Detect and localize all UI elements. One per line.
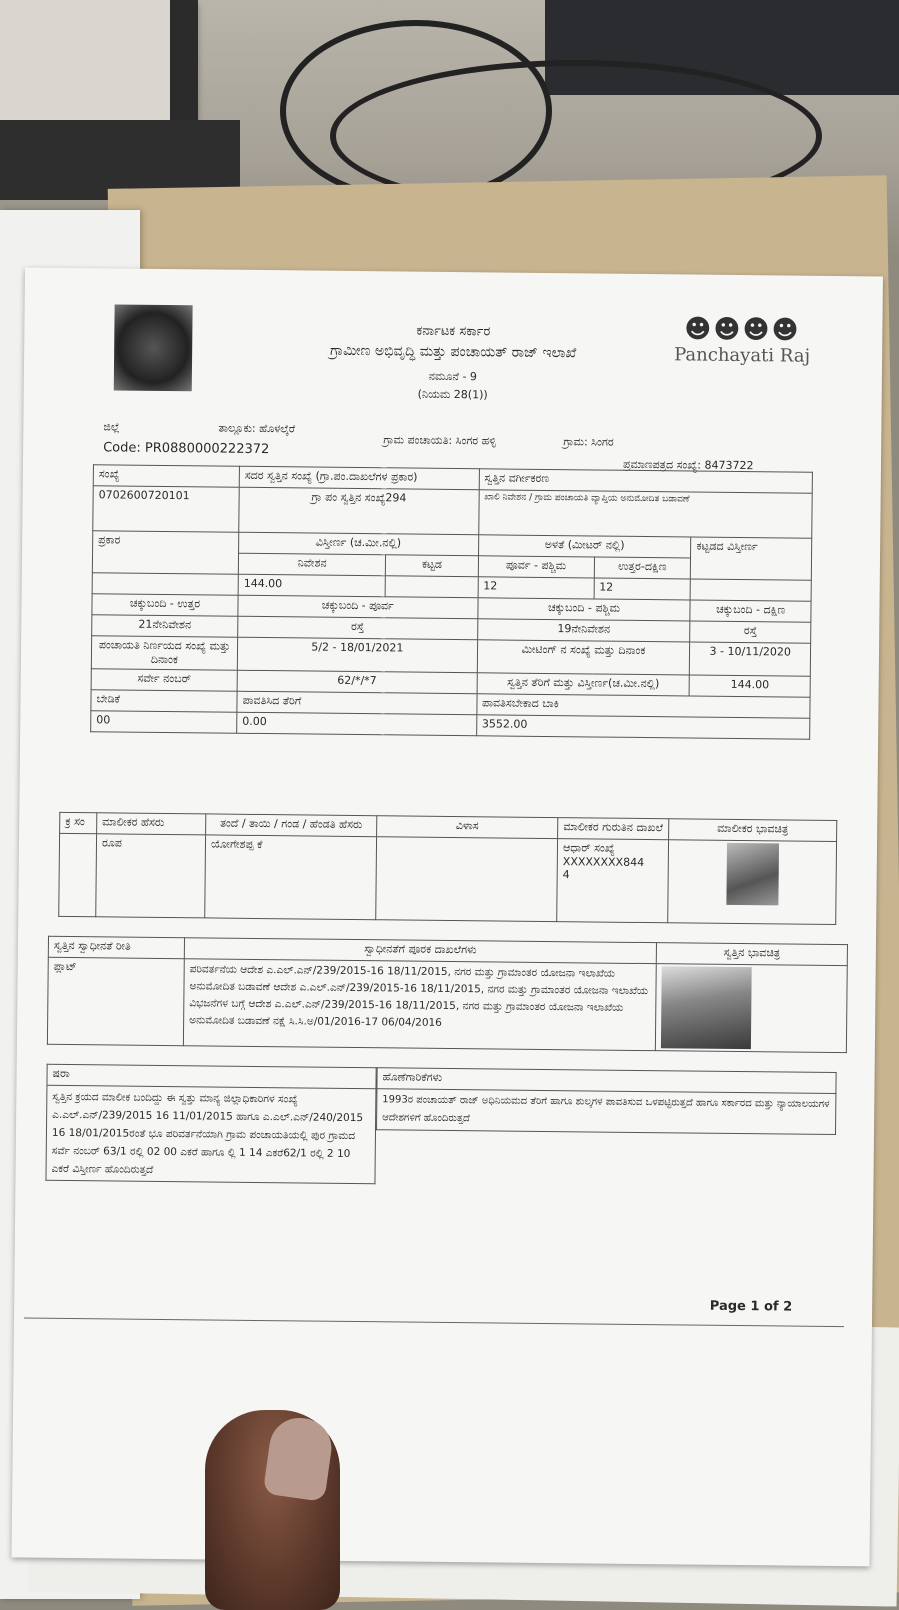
h-north: ಚಕ್ಕುಬಂದಿ - ಉತ್ತರ [92,594,238,617]
h-built: ಕಟ್ಟಡದ ವಿಸ್ತೀರ್ಣ [691,537,812,580]
h-mode: ಸ್ವತ್ತಿನ ಸ್ವಾಧೀನತೆ ರೀತಿ [48,936,184,958]
h-address: ವಿಳಾಸ [377,816,558,839]
h-bldg: ಕಟ್ಟಡ [386,555,478,577]
site-area: 144.00 [238,574,386,597]
h-prop: ಸದರ ಸ್ವತ್ತಿನ ಸಂಖ್ಯೆ (ಗ್ರಾ.ಪಂ.ದಾಖಲೆಗಳ ಪ್ರಕಾರ) [239,466,479,490]
people-icon: ☻☻☻☻ [684,314,801,346]
taluk: ತಾಲ್ಲೂಕು: ಹೊಳಲ್ಕೆರೆ [218,421,296,436]
meeting: 3 - 10/11/2020 [690,642,811,676]
certificate-number: ಪ್ರಮಾಣಪತ್ರದ ಸಂಖ್ಯೆ: 8473722 [622,457,754,473]
id-tail: 4 [562,868,570,882]
dept-title: ಗ್ರಾಮೀಣ ಅಭಿವೃದ್ಧಿ ಮತ್ತು ಪಂಚಾಯತ್ ರಾಜ್ ಇಲಾಖೆ [329,342,577,362]
form-number: ನಮೂನೆ - 9 [428,369,478,384]
liab: 1993ರ ಪಂಚಾಯತ್ ರಾಜ್ ಅಧಿನಿಯಮದ ತೆರಿಗೆ ಹಾಗೂ ಶುಲ್ಕಗಳ ಪಾವತಿಸುವ ಒಳಪಟ್ಟಿರುತ್ತದೆ ಹಾಗೂ ಸರ್ಕಾರದ ಮತ್ತು ನ್ಯಾಯಾಲಯಗಳ ಆದೇಶಗಳಿಗೆ ಹೊಂದಿರುತ್ತದೆ [377,1089,836,1135]
south: ರಸ್ತೆ [690,621,811,643]
resolution: 5/2 - 18/01/2021 [237,637,477,673]
h-ns: ಉತ್ತರ-ದಕ್ಷಿಣ [594,557,691,579]
logo-text: Panchayati Raj [674,344,811,367]
code: Code: PR0880000222372 [103,440,270,458]
prop-desc: ಖಾಲಿ ನಿವೇಶನ / ಗ್ರಾಮ ಪಂಚಾಯತಿ ವ್ಯಾಪ್ತಿಯ ಅನುಮೋದಿತ ಬಡಾವಣೆ [478,490,812,538]
west: 19ನೇನಿವೇಶನ [477,619,690,642]
h-owner: ಮಾಲೀಕರ ಹೆಸರು [97,813,206,835]
docs: ಪರಿವರ್ತನೆಯ ಆದೇಶ ಎ.ಎಲ್.ಎನ್/239/2015-16 18/11/2015, ನಗರ ಮತ್ತು ಗ್ರಾಮಾಂತರ ಯೋಜನಾ ಇಲಾಖೆಯ ಅನುಮೋದಿತ ಬಡಾವಣೆ ಆದೇಶ ಎ.ಎಲ್.ಎನ್/239/2015-16 18/11/2015, ನಗರ ಮತ್ತು ಗ್ರಾಮಾಂತರ ಯೋಜನಾ ಇಲಾಖೆಯ ವಿಭಜನೆಗಳ ಬಗ್ಗೆ ಆದೇಶ ಎ.ಎಲ್.ಎನ್/239/2015-16 18/11/2015, ನಗರ ಮತ್ತು ಗ್ರಾಮಾಂತರ ಯೋಜನಾ ಇಲಾಖೆಯ ಅನುಮೋದಿತ ಬಡಾವಣೆ ನಕ್ಷೆ ಸಿ.ಸಿ.ಅ/01/2016-17 06/04/2016 [183,959,656,1051]
north: 21ನೇನಿವೇಶನ [92,615,238,638]
h-note: ಷರಾ [47,1064,376,1088]
property-table [90,464,813,740]
h-due: ಪಾವತಿಸಬೇಕಾದ ಬಾಕಿ [476,694,810,718]
remarks-table [45,1064,376,1184]
govt-title: ಕರ್ನಾಟಕ ಸರ್ಕಾರ [416,323,491,340]
note: ಸ್ವತ್ತಿನ ಕ್ರಯದ ಮಾಲೀಕ ಬಂದಿದ್ದು ಈ ಸ್ವತ್ತು ಮಾನ್ಯ ಜಿಲ್ಲಾಧಿಕಾರಿಗಳ ಸಂಖ್ಯೆ ಎ.ಎಲ್.ಎನ್/239/2015 16 11/01/2015 ಹಾಗೂ ಎ.ಎಲ್.ಎನ್/240/2015 16 18/01/2015ರಂತೆ ಭೂ ಪರಿವರ್ತನೆಯಾಗಿ ಗ್ರಾಮ ಪಂಚಾಯತಿಯಲ್ಲಿ ಪುರ ಗ್ರಾಮದ ಸರ್ವೆ ನಂಬರ್ 63/1 ರಲ್ಲಿ 02 00 ಎಕರೆ ಹಾಗೂ ಲ್ಲಿ 1 14 ಎಕರೆ62/1 ರಲ್ಲಿ 2 10 ಎಕರೆ ವಿಸ್ತೀರ್ಣ ಹೊಂದಿರುತ್ತದೆ [46,1085,376,1183]
type-area: 144.00 [690,675,811,697]
ew-length: 12 [478,577,594,599]
footer-line [24,1318,844,1328]
east: ರಸ್ತೆ [238,616,478,640]
h-survey: ಸರ್ವೇ ನಂಬರ್ [91,669,237,692]
ns-length: 12 [594,578,691,600]
panchayat: ಗ್ರಾಮ ಪಂಚಾಯತಿ: ಸಿಂಗರ ಹಳ್ಳಿ [383,433,497,448]
owner-name: ರೂಪ [96,834,206,918]
rule-number: (ನಿಯಮ 28(1)) [417,387,488,402]
h-area: ವಿಸ್ತೀರ್ಣ (ಚ.ಮೀ.ನಲ್ಲಿ) [239,532,479,556]
h-liab: ಹೊಣೆಗಾರಿಕೆಗಳು [377,1068,836,1094]
h-resolution: ಪಂಚಾಯತಿ ನಿರ್ಣಯದ ಸಂಖ್ಯೆ ಮತ್ತು ದಿನಾಂಕ [91,636,237,671]
h-meeting: ಮೀಟಿಂಗ್ ನ ಸಂಖ್ಯೆ ಮತ್ತು ದಿನಾಂಕ [477,640,690,675]
h-west: ಚಕ್ಕುಬಂದಿ - ಪಶ್ಚಿಮ [477,598,690,621]
h-type-area: ಸ್ವತ್ತಿನ ತೆರಿಗೆ ಮತ್ತು ವಿಸ್ತೀರ್ಣ(ಚ.ಮೀ.ನಲ್ಲಿ) [477,673,690,696]
survey: 62/*/*7 [237,670,477,694]
id-label: ಆಧಾರ್ ಸಂಖ್ಯೆ [562,841,615,855]
h-dim: ಅಳತೆ (ಮೀಟರ್ ನಲ್ಲಿ) [478,535,691,558]
due: 3552.00 [476,715,810,739]
h-docs: ಸ್ವಾಧೀನತೆಗೆ ಪೂರಕ ದಾಖಲೆಗಳು [184,938,656,964]
page-number: Page 1 of 2 [709,1298,793,1315]
liabilities-table [376,1067,837,1135]
h-type: ಪ್ರಕಾರ [92,531,238,575]
h-sl: ಕ್ರ ಸಂ [60,812,97,833]
property-photo [661,966,752,1049]
paid: 0.00 [237,712,477,736]
father-name: ಯೋಗೇಶಪ್ಪ ಕೆ [205,835,377,920]
owners-table [58,812,837,925]
demand: 00 [91,711,237,734]
ownership-table [47,936,848,1053]
certificate-sheet [12,268,883,1567]
village: ಗ್ರಾಮ: ಸಿಂಗರ [563,435,614,449]
h-demand: ಬೇಡಿಕೆ [91,690,237,713]
h-father: ತಂದೆ / ತಾಯಿ / ಗಂಡ / ಹೆಂಡತಿ ಹೆಸರು [206,814,377,837]
h-ew: ಪೂರ್ವ - ಪಶ್ಚಿಮ [478,556,594,578]
prop-no: ಗ್ರಾ ಪಂ ಸ್ವತ್ತಿನ ಸಂಖ್ಯೆ294 [239,487,479,535]
h-paid: ಪಾವತಿಸಿದ ತೆರಿಗೆ [237,691,477,715]
h-prop-photo: ಸ್ವತ್ತಿನ ಭಾವಚಿತ್ರ [656,943,847,966]
property-id: 0702600720101 [93,486,239,533]
h-no: ಸಂಖ್ಯೆ [93,465,239,488]
h-east: ಚಕ್ಕುಬಂದಿ - ಪೂರ್ವ [238,595,478,619]
district: ಜಿಲ್ಲೆ [103,420,120,434]
h-south: ಚಕ್ಕುಬಂದಿ - ದಕ್ಷಿಣ [690,600,811,622]
h-id: ಮಾಲೀಕರ ಗುರುತಿನ ದಾಖಲೆ [558,818,669,840]
h-desc: ಸ್ವತ್ತಿನ ವರ್ಗೀಕರಣ [479,469,813,493]
id-number: XXXXXXXX844 [562,855,645,870]
panchayati-raj-logo [662,314,823,367]
mode: ಪ್ಲಾಟ್ [47,957,184,1045]
h-photo: ಮಾಲೀಕರ ಭಾವಚಿತ್ರ [669,819,837,842]
owner-photo [726,843,779,906]
h-site: ನಿವೇಶನ [238,553,386,576]
